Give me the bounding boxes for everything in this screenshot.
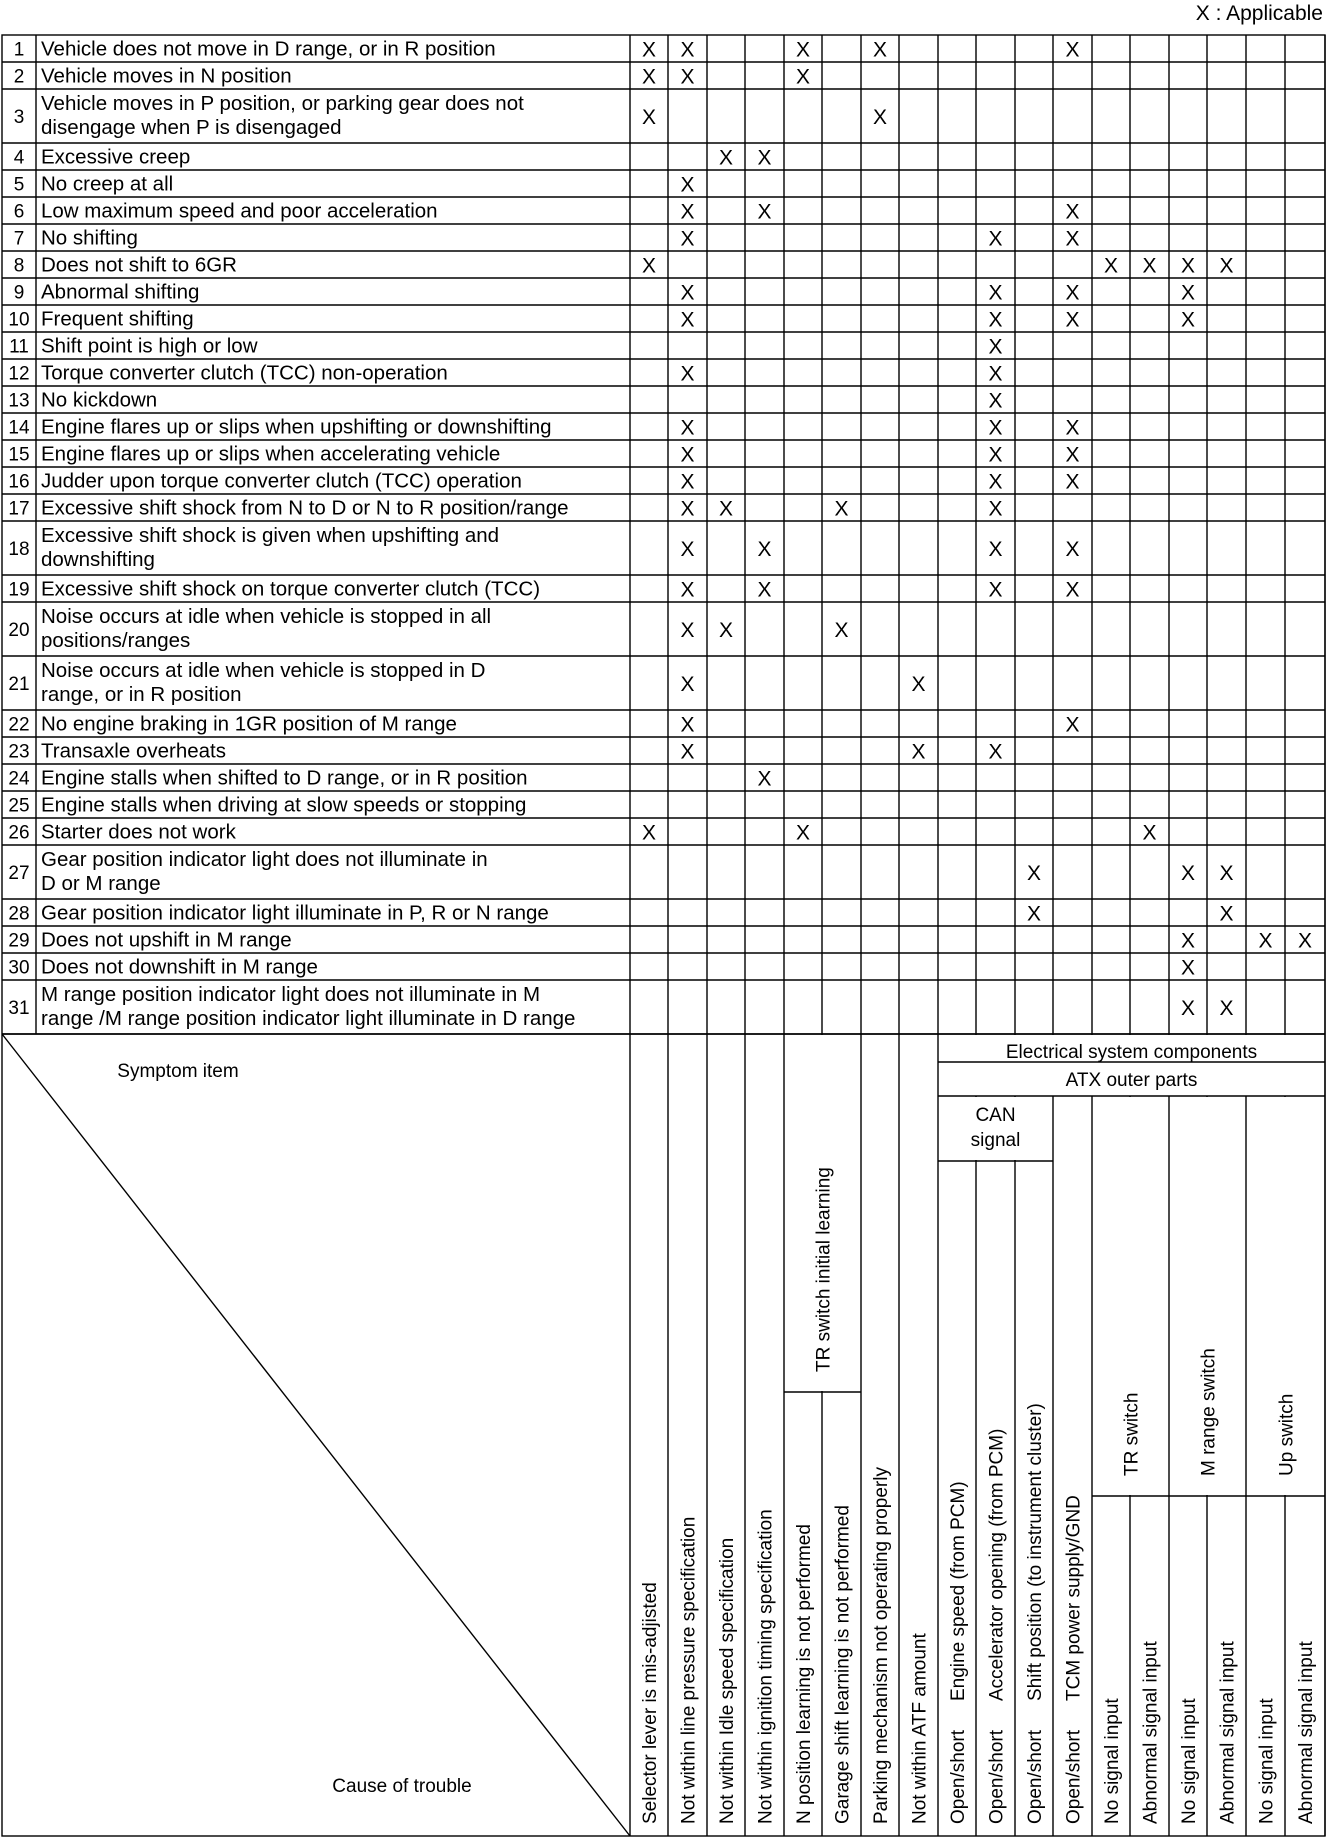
applicable-mark: X: [1180, 254, 1196, 278]
symptom-text: M range position indicator light does not illuminate in M: [41, 983, 541, 1006]
row-number: 5: [13, 174, 25, 196]
cause-column-label: Not within Idle speed specification: [717, 1537, 738, 1824]
table-row: [8, 794, 526, 817]
cause-column-label: Not within ignition timing specification: [755, 1509, 777, 1824]
applicable-mark: X: [680, 308, 695, 332]
applicable-mark: X: [1142, 254, 1157, 278]
applicable-mark: X: [641, 821, 657, 845]
applicable-mark: X: [988, 578, 1003, 602]
up-switch-header: Up switch: [1276, 1393, 1298, 1476]
applicable-mark: X: [1065, 578, 1080, 602]
symptom-text: Excessive shift shock from N to D or N to R position/range: [41, 496, 569, 520]
symptom-text: Frequent shifting: [41, 307, 194, 331]
symptom-text: Vehicle moves in P position, or parking gear does not: [41, 92, 524, 115]
applicable-mark: X: [1065, 470, 1080, 494]
symptom-text: range /M range position indicator light illuminate in D range: [41, 1007, 576, 1030]
applicable-mark: X: [680, 416, 695, 440]
applicable-mark: X: [911, 740, 926, 764]
row-number: 3: [13, 107, 25, 128]
symptom-text: Low maximum speed and poor acceleration: [41, 199, 438, 223]
table-row: [8, 929, 1312, 953]
cause-column-label: Open/short: [1025, 1730, 1046, 1824]
applicable-mark: X: [718, 146, 734, 170]
applicable-mark: X: [1065, 308, 1080, 332]
applicable-mark: X: [795, 38, 811, 62]
applicable-mark: X: [1065, 200, 1080, 224]
symptom-text: Judder upon torque converter clutch (TCC) operation: [41, 469, 522, 493]
applicable-mark: X: [1103, 254, 1119, 278]
cause-column-label: Open/short: [948, 1730, 969, 1824]
table-row: [8, 605, 848, 652]
table-row: [14, 92, 887, 139]
applicable-mark: X: [680, 200, 695, 224]
table-row: [8, 956, 1195, 980]
corner-diagonal: [2, 1034, 630, 1836]
table-row: [9, 335, 1002, 359]
applicable-mark: X: [1180, 281, 1196, 305]
tr-switch-header: TR switch: [1121, 1392, 1143, 1476]
table-row: [14, 227, 1080, 251]
row-number: 24: [8, 768, 30, 790]
applicable-mark: X: [641, 106, 657, 129]
table-row: [8, 767, 771, 791]
applicable-mark: X: [680, 538, 695, 561]
applicable-mark: X: [680, 281, 695, 305]
applicable-mark: X: [988, 538, 1003, 561]
row-number: 30: [8, 957, 30, 979]
row-number: 6: [13, 201, 25, 223]
applicable-mark: X: [834, 497, 849, 521]
symptom-text: No shifting: [41, 226, 138, 250]
symptom-text: Engine stalls when shifted to D range, or in R position: [41, 766, 528, 790]
cause-column-label: Garage shift learning is not performed: [832, 1505, 854, 1824]
applicable-mark: X: [988, 227, 1003, 251]
applicable-mark: X: [680, 497, 695, 521]
applicable-mark: X: [680, 362, 695, 386]
row-number: 21: [8, 674, 30, 695]
applicable-mark: X: [718, 497, 734, 521]
cause-column-label: Parking mechanism not operating properly: [871, 1467, 892, 1824]
applicable-mark: X: [680, 65, 695, 89]
table-row: [8, 362, 1002, 386]
symptom-text: range, or in R position: [41, 683, 242, 706]
table-row: [8, 848, 1233, 895]
cause-column-label: Not within ATF amount: [909, 1633, 931, 1824]
applicable-mark: X: [988, 497, 1003, 521]
applicable-mark: X: [641, 38, 657, 62]
row-number: 9: [13, 282, 25, 304]
table-row: [8, 659, 925, 706]
applicable-mark: X: [988, 281, 1003, 305]
applicable-mark: X: [1065, 713, 1080, 737]
table-row: [8, 821, 1156, 845]
symptom-text: positions/ranges: [41, 629, 191, 652]
applicable-mark: X: [757, 538, 772, 561]
applicable-mark: X: [872, 38, 888, 62]
applicable-mark: X: [1026, 902, 1042, 926]
row-number: 11: [9, 336, 29, 358]
cause-column-sublabel: Shift position (to instrument cluster): [1025, 1403, 1046, 1701]
row-number: 19: [8, 579, 30, 601]
applicable-mark: X: [680, 740, 695, 764]
can-signal-header: CAN: [975, 1105, 1016, 1126]
electrical-header: Electrical system components: [1005, 1042, 1258, 1063]
table-row: [8, 740, 1002, 764]
applicable-mark: X: [988, 443, 1003, 467]
applicable-mark: X: [718, 619, 734, 642]
applicable-mark: X: [1065, 281, 1080, 305]
cause-column-label: No signal input: [1179, 1698, 1200, 1824]
table-row: [8, 983, 1233, 1030]
cause-of-trouble-label: Cause of trouble: [332, 1776, 472, 1797]
applicable-mark: X: [1219, 254, 1234, 278]
cause-column-label: Abnormal signal input: [1296, 1641, 1317, 1824]
row-number: 20: [8, 620, 30, 641]
row-number: 2: [13, 66, 25, 88]
symptom-text: Does not shift to 6GR: [41, 253, 237, 277]
applicable-mark: X: [1180, 956, 1196, 980]
applicable-mark: X: [988, 740, 1003, 764]
applicable-mark: X: [834, 619, 849, 642]
can-signal-header-2: signal: [970, 1130, 1021, 1151]
cause-column-label: N position learning is not performed: [794, 1524, 815, 1824]
applicable-mark: X: [988, 416, 1003, 440]
symptom-text: Noise occurs at idle when vehicle is stopped in all: [41, 605, 492, 628]
symptom-text: Shift point is high or low: [41, 334, 258, 358]
table-row: [14, 38, 1080, 62]
applicable-mark: X: [1219, 902, 1234, 926]
symptom-text: Excessive shift shock on torque converter clutch (TCC): [41, 577, 541, 601]
cause-column-sublabel: Accelerator opening (from PCM): [986, 1428, 1008, 1701]
table-row: [14, 200, 1080, 224]
applicable-mark: X: [1026, 862, 1042, 885]
table-row: [8, 578, 1079, 602]
applicable-mark: X: [795, 65, 811, 89]
applicable-mark: X: [1180, 862, 1196, 885]
table-row: [8, 389, 1002, 413]
applicable-mark: X: [988, 362, 1003, 386]
applicable-mark: X: [757, 200, 772, 224]
symptom-text: Starter does not work: [41, 820, 236, 844]
applicable-mark: X: [1065, 227, 1080, 251]
cause-column-label: Open/short: [1063, 1730, 1085, 1824]
applicable-mark: X: [680, 443, 695, 467]
row-number: 18: [8, 539, 30, 560]
applicable-mark: X: [1297, 929, 1313, 953]
symptom-text: Gear position indicator light does not illuminate in: [41, 848, 488, 871]
applicable-mark: X: [757, 578, 772, 602]
applicable-mark: X: [1180, 997, 1196, 1020]
atx-outer-header: ATX outer parts: [1065, 1070, 1198, 1091]
applicable-mark: X: [1065, 416, 1080, 440]
table-row: [8, 902, 1233, 926]
applicable-mark: X: [680, 470, 695, 494]
table-row: [8, 470, 1079, 494]
applicable-mark: X: [641, 65, 657, 89]
applicable-mark: X: [680, 578, 695, 602]
symptom-text: No kickdown: [41, 388, 158, 412]
applicable-mark: X: [680, 619, 695, 642]
applicable-mark: X: [795, 821, 811, 845]
applicable-mark: X: [988, 308, 1003, 332]
applicable-mark: X: [1065, 38, 1080, 62]
row-number: 1: [13, 39, 25, 61]
cause-column-sublabel: Engine speed (from PCM): [948, 1481, 969, 1701]
symptom-text: Transaxle overheats: [41, 739, 226, 763]
symptom-text: Noise occurs at idle when vehicle is stopped in D: [41, 659, 486, 682]
symptom-text: Torque converter clutch (TCC) non-operation: [41, 361, 448, 385]
symptom-text: Vehicle does not move in D range, or in R position: [41, 37, 496, 61]
row-number: 25: [8, 795, 30, 817]
cause-column-label: No signal input: [1256, 1698, 1278, 1824]
tr-initial-learning-header: TR switch initial learning: [813, 1167, 835, 1372]
symptom-text: Vehicle moves in N position: [41, 64, 292, 88]
table-row: [14, 146, 772, 170]
symptom-text: Abnormal shifting: [41, 280, 200, 304]
applicable-mark: X: [1065, 443, 1080, 467]
table-row: [8, 713, 1079, 737]
cause-column-label: Abnormal signal input: [1217, 1641, 1239, 1824]
applicable-mark: X: [988, 470, 1003, 494]
row-number: 27: [8, 863, 30, 884]
row-number: 26: [8, 822, 30, 844]
row-number: 23: [8, 741, 30, 763]
symptom-text: No creep at all: [41, 172, 174, 196]
row-number: 12: [8, 363, 30, 385]
cause-column-sublabel: TCM power supply/GND: [1063, 1495, 1085, 1701]
applicable-mark: X: [1065, 538, 1080, 561]
row-number: 28: [8, 903, 30, 925]
symptom-text: Engine flares up or slips when accelerating vehicle: [41, 442, 501, 466]
symptom-text: Excessive shift shock is given when upshifting and: [41, 524, 500, 547]
row-number: 22: [8, 714, 30, 736]
row-number: 15: [8, 444, 30, 466]
symptom-text: Engine stalls when driving at slow speeds or stopping: [41, 793, 527, 817]
applicable-mark: X: [757, 767, 772, 791]
applicable-mark: X: [680, 673, 695, 696]
table-row: [14, 173, 695, 197]
row-number: 4: [13, 147, 25, 169]
symptom-text: Does not upshift in M range: [41, 928, 292, 952]
applicable-mark: X: [641, 254, 657, 278]
applicable-mark: X: [680, 713, 695, 737]
symptom-text: D or M range: [41, 872, 161, 895]
row-number: 10: [8, 309, 30, 331]
symptom-text: Engine flares up or slips when upshifting or downshifting: [41, 415, 552, 439]
table-row: [14, 281, 1195, 305]
applicable-mark: X: [1142, 821, 1157, 845]
cause-column-label: Selector lever is mis-adjisted: [640, 1582, 661, 1824]
table-row: [8, 443, 1079, 467]
cause-column-label: No signal input: [1102, 1698, 1123, 1824]
table-row: [8, 497, 1002, 521]
applicable-mark: X: [988, 389, 1003, 413]
row-number: 8: [13, 255, 25, 277]
row-number: 17: [8, 498, 30, 520]
table-row: [14, 65, 810, 89]
cause-column-label: Abnormal signal input: [1140, 1641, 1162, 1824]
applicable-mark: X: [680, 227, 695, 251]
applicable-mark: X: [1219, 862, 1234, 885]
applicable-mark: X: [1258, 929, 1273, 953]
table-row: [14, 254, 1234, 278]
row-number: 13: [8, 390, 30, 412]
row-number: 7: [13, 228, 25, 250]
applicable-mark: X: [757, 146, 772, 170]
row-number: 29: [8, 930, 30, 952]
symptom-text: Does not downshift in M range: [41, 955, 318, 979]
table-row: [8, 308, 1195, 332]
symptom-text: downshifting: [41, 548, 155, 571]
cause-column-label: Not within line pressure specification: [678, 1516, 700, 1824]
table-row: [8, 416, 1079, 440]
row-number: 16: [8, 471, 30, 493]
applicable-mark: X: [1180, 929, 1196, 953]
applicable-mark: X: [872, 106, 888, 129]
cause-column-label: Open/short: [986, 1730, 1008, 1824]
symptom-text: Excessive creep: [41, 145, 191, 169]
applicable-mark: X: [1219, 997, 1234, 1020]
applicable-mark: X: [988, 335, 1003, 359]
symptom-text: disengage when P is disengaged: [41, 116, 342, 139]
legend: X : Applicable: [1195, 2, 1323, 25]
table-row: [8, 524, 1079, 571]
m-range-switch-header: M range switch: [1198, 1348, 1220, 1476]
row-number: 31: [8, 998, 30, 1019]
applicable-mark: X: [1180, 308, 1196, 332]
symptom-item-label: Symptom item: [117, 1061, 239, 1082]
applicable-mark: X: [911, 673, 926, 696]
applicable-mark: X: [680, 38, 695, 62]
applicable-mark: X: [680, 173, 695, 197]
row-number: 14: [8, 417, 30, 439]
symptom-text: No engine braking in 1GR position of M range: [41, 712, 457, 736]
symptom-text: Gear position indicator light illuminate in P, R or N range: [41, 901, 549, 925]
